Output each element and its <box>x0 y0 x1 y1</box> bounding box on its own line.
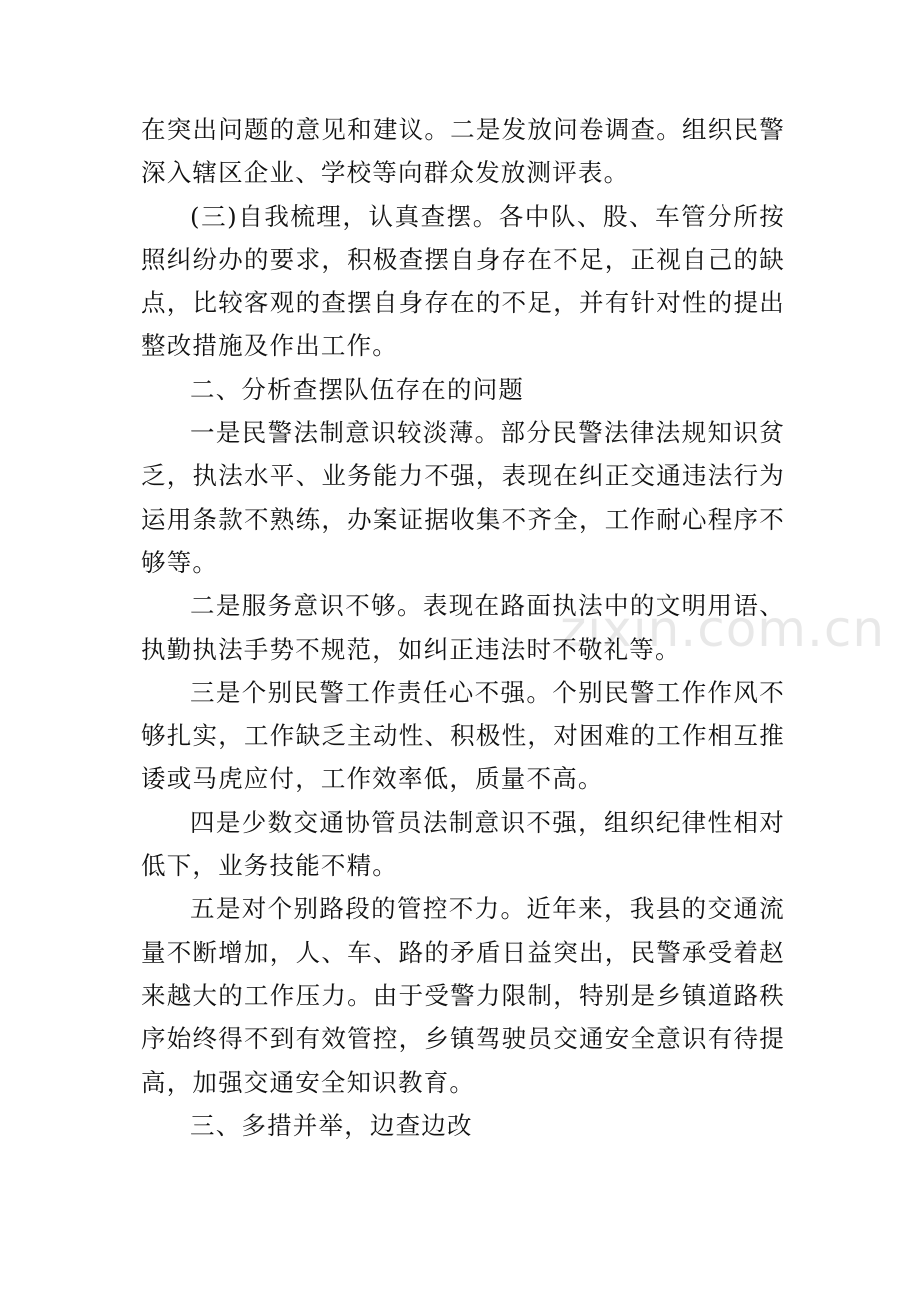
section-heading-measures: 三、多措并举，边查边改 <box>190 1110 473 1140</box>
watermark-text: zixin.com.cn <box>560 600 886 658</box>
paragraph-assistants: 四是少数交通协管员法制意识不强，组织纪律性相对低下，业务技能不精。 <box>141 807 785 881</box>
paragraph-road-control: 五是对个别路段的管控不力。近年来，我县的交通流量不断增加，人、车、路的矛盾日益突出，民警承受着赵来越大的工作压力。由于受警力限制，特别是乡镇道路秩序始终得不到有效管控，乡镇驾驶员交通安全意识有待提高，加强交通安全知识教育。 <box>141 894 785 1097</box>
document-body <box>141 108 785 1147</box>
paragraph-continuation: 在突出问题的意见和建议。二是发放问卷调查。组织民警深入辖区企业、学校等向群众发放测评表。 <box>141 115 785 188</box>
paragraph-service-awareness: 二是服务意识不够。表现在路面执法中的文明用语、执勤执法手势不规范，如纠正违法时不敬礼等。 <box>141 591 785 664</box>
paragraph-self-review: (三)自我梳理，认真查摆。各中队、股、车管分所按照纠纷办的要求，积极查摆自身存在不足，正视自己的缺点，比较客观的查摆自身存在的不足，并有针对性的提出整改措施及作出工作。 <box>141 201 785 361</box>
paragraph-responsibility: 三是个别民警工作责任心不强。个别民警工作作风不够扎实，工作缺乏主动性、积极性，对困难的工作相互推诿或马虎应付，工作效率低，质量不高。 <box>141 677 785 794</box>
section-heading-analysis: 二、分析查摆队伍存在的问题 <box>190 374 525 404</box>
paragraph-legal-awareness: 一是民警法制意识较淡薄。部分民警法律法规知识贫乏，执法水平、业务能力不强，表现在纠正交通违法行为运用条款不熟练，办案证据收集不齐全，工作耐心程序不够等。 <box>141 418 785 577</box>
